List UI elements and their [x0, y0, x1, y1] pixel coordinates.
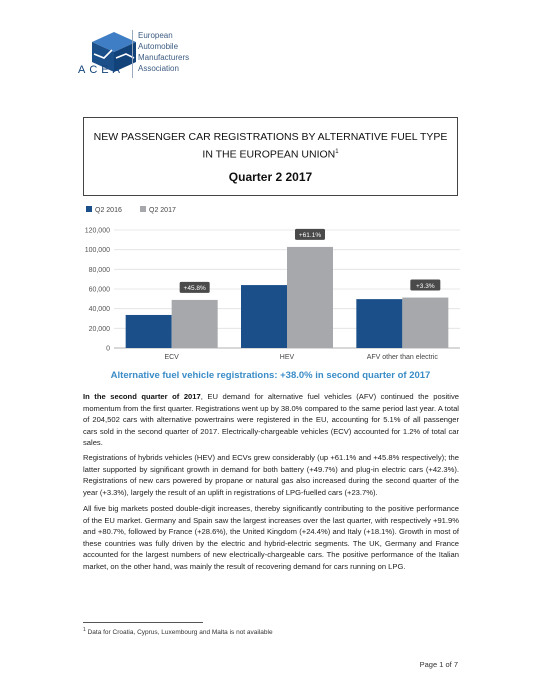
- bar: [126, 315, 172, 348]
- y-tick-label: 20,000: [88, 325, 110, 333]
- footnote-text: Data for Croatia, Cyprus, Luxembourg and Malta is not available: [87, 629, 273, 637]
- paragraph-1-lead: In the second quarter of 2017: [83, 392, 201, 401]
- logo-wordmark: ACEA: [78, 64, 124, 76]
- change-label: +45.8%: [183, 285, 206, 293]
- y-tick-label: 40,000: [88, 306, 110, 314]
- y-tick-label: 0: [106, 345, 110, 353]
- legend-swatch: [140, 206, 146, 212]
- bar: [287, 247, 333, 348]
- legend-swatch: [86, 206, 92, 212]
- footnote-divider: [83, 622, 203, 623]
- title-line-2: IN THE EUROPEAN UNION: [202, 148, 336, 161]
- change-label: +61.1%: [298, 232, 322, 240]
- document-subtitle: Quarter 2 2017: [228, 169, 313, 184]
- bar: [241, 285, 287, 348]
- paragraph-3: All five big markets posted double-digit increases, thereby significantly contributing to the positive performance of the EU market. Germany and Spain saw the largest increases over the last quarter, with respectively +91.9% and +80.7%, followed by France (+28.6%), the United Kingdom (+24.4%) and Italy (+18.1%). Growth in most of these countries was fully driven by the electric and hybrid-electric segments. The UK, Germany and France accounted for the largest numbers of new electrically-chargeable cars. The positive performance of the Italian market, on the other hand, was mainly the result of recovering demand for cars running on LPG.: [83, 504, 459, 571]
- y-tick-label: 80,000: [88, 266, 110, 274]
- paragraph-2: Registrations of hybrids vehicles (HEV) and ECVs grew considerably (up +61.1% and +45.8% respectively); the latter supported by significant growth in demand for both battery (+49.7%) and plug-in electric cars (+42.3%). Registrations of new cars powered by propane or natural gas also increased during the second quarter of the year (+3.3%), largely the result of an uplift in registrations of LPG-fuelled cars (+23.7%).: [83, 453, 459, 497]
- bar: [356, 299, 402, 348]
- organisation-name: [138, 30, 189, 74]
- logo-divider: [132, 30, 133, 78]
- bar: [402, 298, 448, 348]
- title-line-1: NEW PASSENGER CAR REGISTRATIONS BY ALTERNATIVE FUEL TYPE: [93, 131, 448, 143]
- org-line: Automobile: [138, 42, 179, 51]
- paragraph-1: [83, 391, 459, 449]
- org-line: European: [138, 31, 173, 40]
- x-tick-label: HEV: [279, 354, 295, 361]
- legend-label: Q2 2017: [149, 207, 176, 214]
- chart-caption: Alternative fuel vehicle registrations: +38.0% in second quarter of 2017: [110, 370, 431, 381]
- legend-label: Q2 2016: [95, 207, 122, 214]
- bar: [172, 300, 218, 348]
- change-label: +3.3%: [416, 282, 435, 290]
- afv-registrations-chart: [70, 200, 470, 365]
- footnote: [83, 627, 273, 636]
- y-tick-label: 120,000: [84, 227, 110, 235]
- org-line: Manufacturers: [138, 53, 190, 62]
- title-box: [83, 117, 458, 196]
- title-footnote-mark: 1: [335, 149, 339, 155]
- document-title: [84, 130, 457, 163]
- x-tick-label: ECV: [164, 354, 179, 361]
- org-line: Association: [138, 64, 179, 73]
- x-tick-label: AFV other than electric: [366, 354, 438, 361]
- y-tick-label: 100,000: [84, 247, 110, 255]
- footnote-mark: 1: [83, 627, 86, 633]
- y-tick-label: 60,000: [88, 286, 110, 294]
- page-number: Page 1 of 7: [419, 660, 458, 669]
- paragraph-1-text: , EU demand for alternative fuel vehicles (AFV) continued the positive momentum from the first quarter. Registrations went up by 38.0% compared to the same period last year. A total of 204,502 cars with alternative powertrains were registered in the EU, accounting for 5.1% of all passenger cars sold in the second quarter of 2017. Electrically-chargeable vehicles (ECV) accounted for 1.2% of total car sales.: [83, 392, 459, 448]
